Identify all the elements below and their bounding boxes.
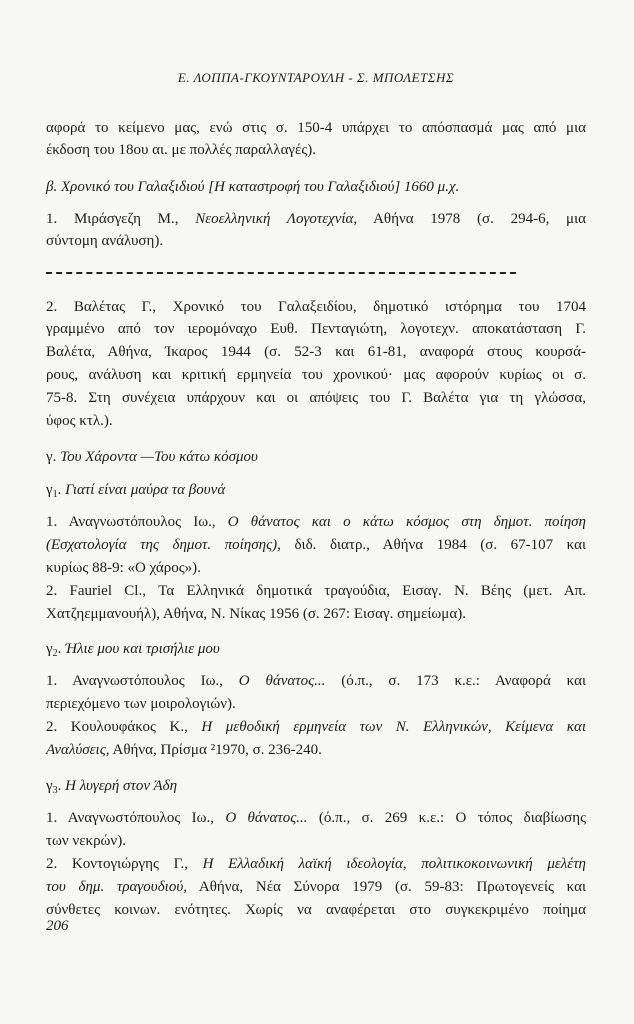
g2-heading: $\gamma_2$. Ήλιε μου και τρισήλιε μου	[46, 641, 220, 659]
g3-item-1-line-2: των νεκρών).	[46, 833, 126, 849]
g1-item-2-line-2: Χατζηεμμανουήλ), Αθήνα, Ν. Νίκας 1956 (σ. 267: Εισαγ. σημείωμα).	[46, 606, 466, 622]
g3-item-2-line-1	[46, 853, 586, 875]
text: 1. Αναγνωστόπουλος Ιω.,	[46, 514, 228, 530]
title-italic: του δημ. τραγουδιού,	[46, 879, 187, 895]
title-italic: Νεοελληνική Λογοτεχνία,	[195, 211, 358, 227]
g2-title: Ήλιε μου και τρισήλιε μου	[65, 641, 220, 657]
g2-item-1-line-2: περιεχόμενο των μοιρολογιών).	[46, 696, 236, 712]
g1-item-2-line-1: 2. Fauriel Cl., Τα Ελληνικά δημοτικά τραγούδια, Εισαγ. Ν. Βέης (μετ. Απ.	[46, 583, 586, 599]
text: Αθήνα, Νέα Σύνορα 1979 (σ. 59-83: Πρωτογενείς και	[186, 879, 586, 895]
text: (ό.π., σ. 269 κ.ε.: Ο τόπος διαβίωσης	[307, 810, 587, 826]
g3-item-2-line-3: σύνθετες κοινων. ενότητες. Χωρίς να αναφέρεται στο συγκεκριμένο ποίημα	[46, 902, 586, 918]
text: Αθήνα 1978 (σ. 294-6, μια	[357, 211, 586, 227]
section-b-item-2-line-5: 75-8. Στη συνέχεια υπάρχουν και οι απόψεις του Γ. Βαλέτα για τη γλώσσα,	[46, 390, 586, 406]
title-italic: Η μεθοδική ερμηνεία των Ν. Ελληνικών, Κείμενα και	[201, 719, 586, 735]
section-b-heading: β. Χρονικό του Γαλαξιδιού [Η καταστροφή του Γαλαξιδιού] 1660 μ.χ.	[46, 179, 460, 195]
g1-item-1-line-3: κυρίως 88-9: «Ο χάρος»).	[46, 560, 201, 576]
g2-subscript: 2	[52, 648, 58, 659]
section-b-item-2-line-6: ύφος κτλ.).	[46, 413, 113, 429]
section-b-item-2-line-4: ρους, ανάλυση και κριτική ερμηνεία του χρονικού· μας αφορούν κυρίως οι σ.	[46, 367, 586, 383]
g3-label: γ	[46, 778, 53, 794]
text: 1. Μιράσγεζη Μ.,	[46, 211, 196, 227]
section-b-item-2-line-1: 2. Βαλέτας Γ., Χρονικό του Γαλαξειδίου, δημοτικό ιστόρημα του 1704	[46, 299, 586, 315]
section-b-item-2-line-2: γραμμένο από τον ιερομόναχο Ευθ. Πενταγιώτη, λογοτεχν. αποκατάσταση Γ.	[46, 321, 586, 337]
intro-line-1: αφορά το κείμενο μας, ενώ στις σ. 150-4 υπάρχει το απόσπασμά μας από μια	[46, 120, 586, 136]
g3-item-2-line-2	[46, 876, 586, 898]
title-italic: Ο θάνατος...	[238, 673, 326, 689]
intro-line-2: έκδοση του 18ου αι. με πολλές παραλλαγές).	[46, 142, 317, 158]
page-number: 206	[46, 918, 69, 934]
title-italic: Ο θάνατος και ο κάτω κόσμος στη δημοτ. ποίηση	[227, 514, 586, 530]
text: 1. Αναγνωστόπουλος Ιω.,	[46, 673, 239, 689]
text: διδ. διατρ., Αθήνα 1984 (σ. 67-107 και	[280, 537, 586, 553]
page	[46, 0, 586, 1024]
text: (ό.π., σ. 173 κ.ε.: Αναφορά και	[325, 673, 586, 689]
text: Αθήνα, Πρίσμα ²1970, σ. 236-240.	[109, 742, 322, 758]
g1-subscript: 1	[52, 489, 58, 500]
g1-title: Γιατί είναι μαύρα τα βουνά	[65, 482, 226, 498]
g3-heading: $\gamma_3$. Η λυγερή στον Άδη	[46, 778, 178, 796]
text: 1. Αναγνωστόπουλος Ιω.,	[46, 810, 226, 826]
section-b-item-2-line-3: Βαλέτα, Αθήνα, Ίκαρος 1944 (σ. 52-3 και 61-81, αναφορά στους κουρσά-	[46, 344, 586, 360]
text: 2. Κοντογιώργης Γ.,	[46, 856, 203, 872]
title-italic: Η Ελλαδική λαϊκή ιδεολογία, πολιτικοκοινωνική μελέτη	[202, 856, 586, 872]
heading-prefix: γ.	[46, 449, 57, 465]
g2-item-2-line-2	[46, 739, 586, 761]
title-italic: Αναλύσεις,	[46, 742, 110, 758]
g3-title: Η λυγερή στον Άδη	[65, 778, 178, 794]
g3-subscript: 3	[52, 785, 58, 796]
title-italic: Ο θάνατος...	[225, 810, 308, 826]
g1-item-1-line-1	[46, 511, 586, 533]
title-italic: (Εσχατολογία της δημοτ. ποίησης),	[46, 537, 281, 553]
heading-title: Του Χάροντα —Του κάτω κόσμου	[60, 449, 258, 465]
running-head: Ε. ΛΟΠΠΑ-ΓΚΟΥΝΤΑΡΟΥΛΗ - Σ. ΜΠΟΛΕΤΣΗΣ	[177, 70, 455, 85]
text: 2. Κουλουφάκος Κ.,	[46, 719, 202, 735]
section-g-heading	[46, 446, 586, 468]
section-b-item-1-line-1	[46, 208, 586, 230]
g3-item-1-line-1	[46, 807, 586, 829]
g2-item-2-line-1	[46, 716, 586, 738]
g2-item-1-line-1	[46, 670, 586, 692]
section-b-item-1-line-2: σύντομη ανάλυση).	[46, 233, 164, 249]
g1-heading: $\gamma_1$. Γιατί είναι μαύρα τα βουνά	[46, 482, 226, 500]
g2-label: γ	[46, 641, 53, 657]
g1-item-1-line-2	[46, 534, 586, 556]
dashed-separator	[46, 272, 516, 274]
g1-label: γ	[46, 482, 53, 498]
